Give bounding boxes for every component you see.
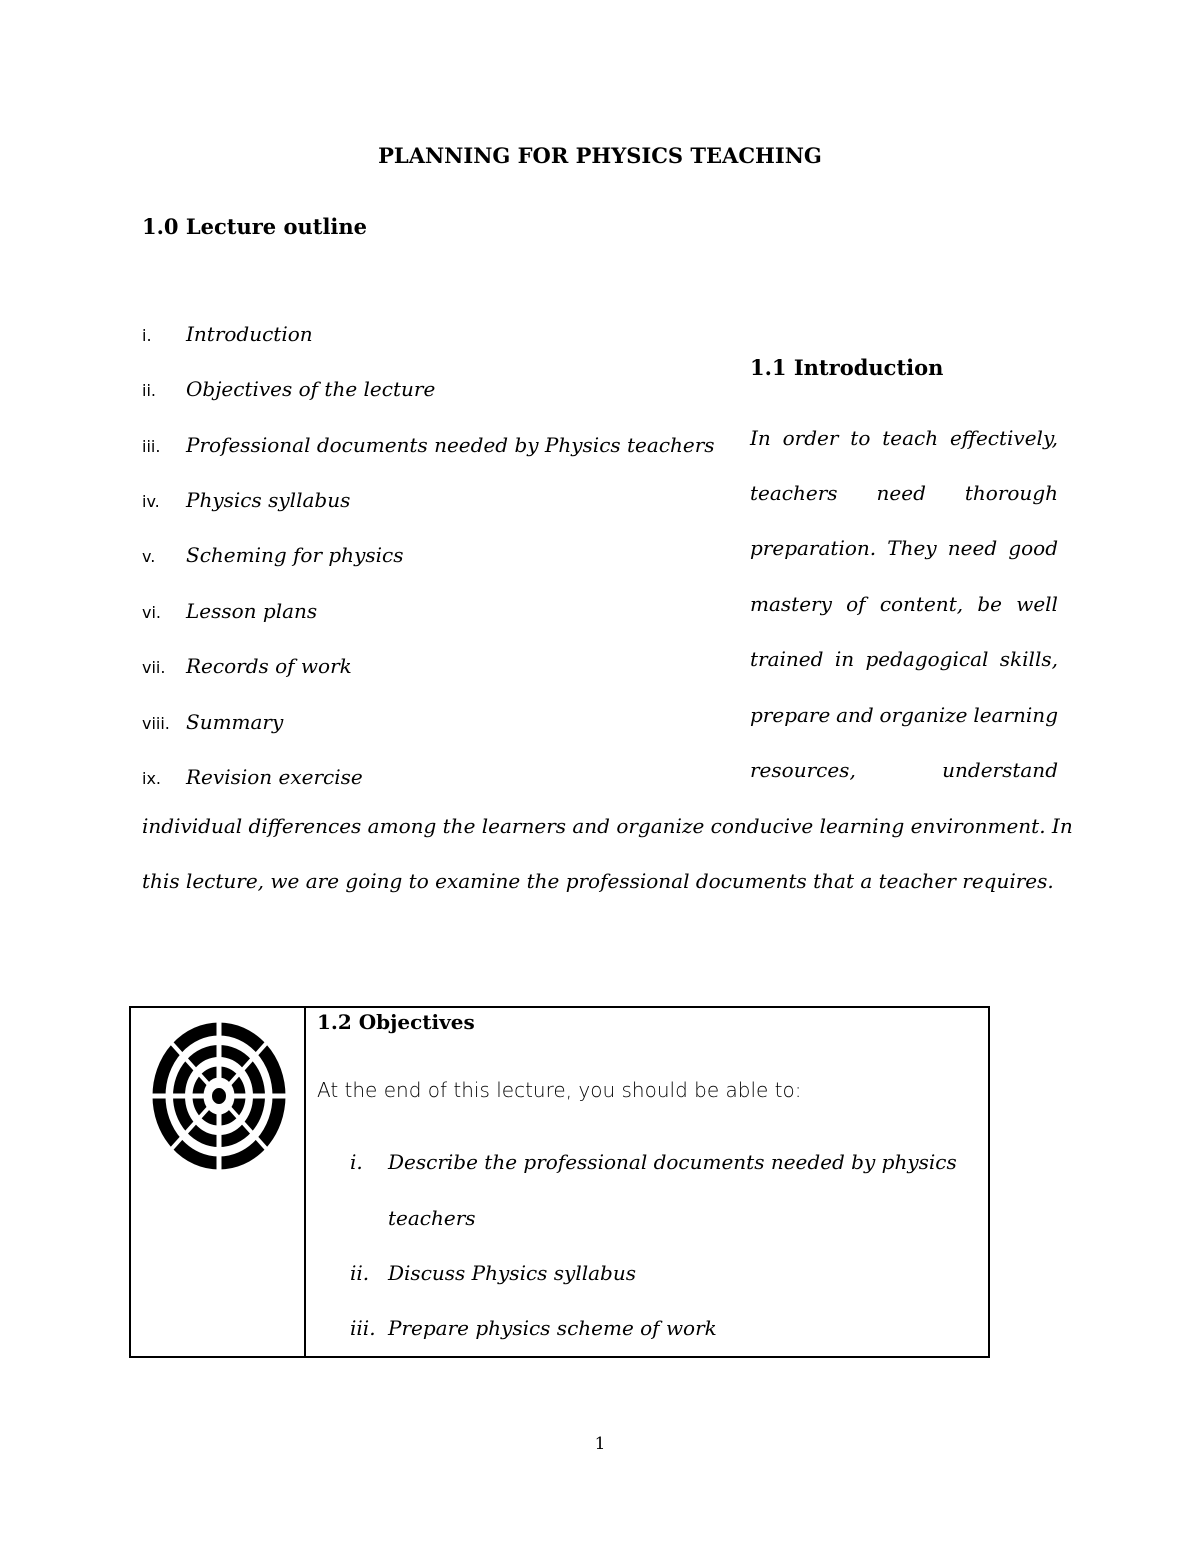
paragraph-line: individual differences among the learners and organize conducive learning environment. In: [142, 814, 1073, 838]
word: understand: [942, 758, 1058, 782]
word: teach: [882, 426, 939, 450]
word: learning: [973, 703, 1058, 727]
table-divider: [304, 1006, 306, 1358]
list-item: viii. Summary: [142, 710, 284, 734]
word: order: [782, 426, 839, 450]
introduction-heading: 1.1 Introduction: [750, 355, 944, 380]
list-item: vi. Lesson plans: [142, 599, 318, 623]
list-item-continuation: teachers: [388, 1206, 476, 1230]
objectives-heading: 1.2 Objectives: [317, 1010, 475, 1034]
justified-line: [750, 423, 1058, 453]
page-title: PLANNING FOR PHYSICS TEACHING: [378, 143, 822, 168]
list-item: ix. Revision exercise: [142, 765, 363, 789]
word: organize: [879, 703, 968, 727]
list-item: iii. Professional documents needed by Physics teachers: [142, 433, 715, 457]
word: effectively,: [949, 426, 1058, 450]
word: well: [1016, 592, 1058, 616]
word: In: [750, 426, 771, 450]
justified-line: [750, 700, 1058, 730]
paragraph-line: this lecture, we are going to examine the professional documents that a teacher requires.: [142, 869, 1054, 893]
outline-heading: 1.0 Lecture outline: [142, 214, 368, 239]
justified-line: [750, 478, 1058, 508]
word: be: [977, 592, 1002, 616]
word: need: [876, 481, 926, 505]
justified-line: [750, 644, 1058, 674]
target-icon: [150, 1020, 288, 1172]
justified-line: [750, 589, 1058, 619]
justified-line: [750, 533, 1058, 563]
word: thorough: [964, 481, 1058, 505]
word: need: [947, 536, 998, 560]
word: preparation.: [750, 536, 877, 560]
word: to: [850, 426, 871, 450]
list-item: iv. Physics syllabus: [142, 488, 351, 512]
page-number: 1: [594, 1434, 606, 1454]
word: in: [834, 647, 855, 671]
justified-line: [750, 755, 1058, 785]
word: good: [1008, 536, 1058, 560]
word: skills,: [999, 647, 1058, 671]
word: resources,: [750, 758, 856, 782]
word: trained: [750, 647, 824, 671]
word: of: [846, 592, 866, 616]
word: They: [887, 536, 937, 560]
list-item: v. Scheming for physics: [142, 543, 404, 567]
list-item: i. Describe the professional documents needed by physics: [350, 1150, 957, 1174]
word: and: [836, 703, 874, 727]
word: teachers: [750, 481, 838, 505]
word: content,: [879, 592, 964, 616]
list-item: iii. Prepare physics scheme of work: [350, 1316, 717, 1340]
list-item: i. Introduction: [142, 322, 313, 346]
word: prepare: [750, 703, 831, 727]
list-item: vii. Records of work: [142, 654, 352, 678]
word: mastery: [750, 592, 832, 616]
objectives-lead: At the end of this lecture, you should be able to:: [317, 1078, 802, 1102]
list-item: ii. Discuss Physics syllabus: [350, 1261, 637, 1285]
list-item: ii. Objectives of the lecture: [142, 377, 436, 401]
word: pedagogical: [865, 647, 989, 671]
